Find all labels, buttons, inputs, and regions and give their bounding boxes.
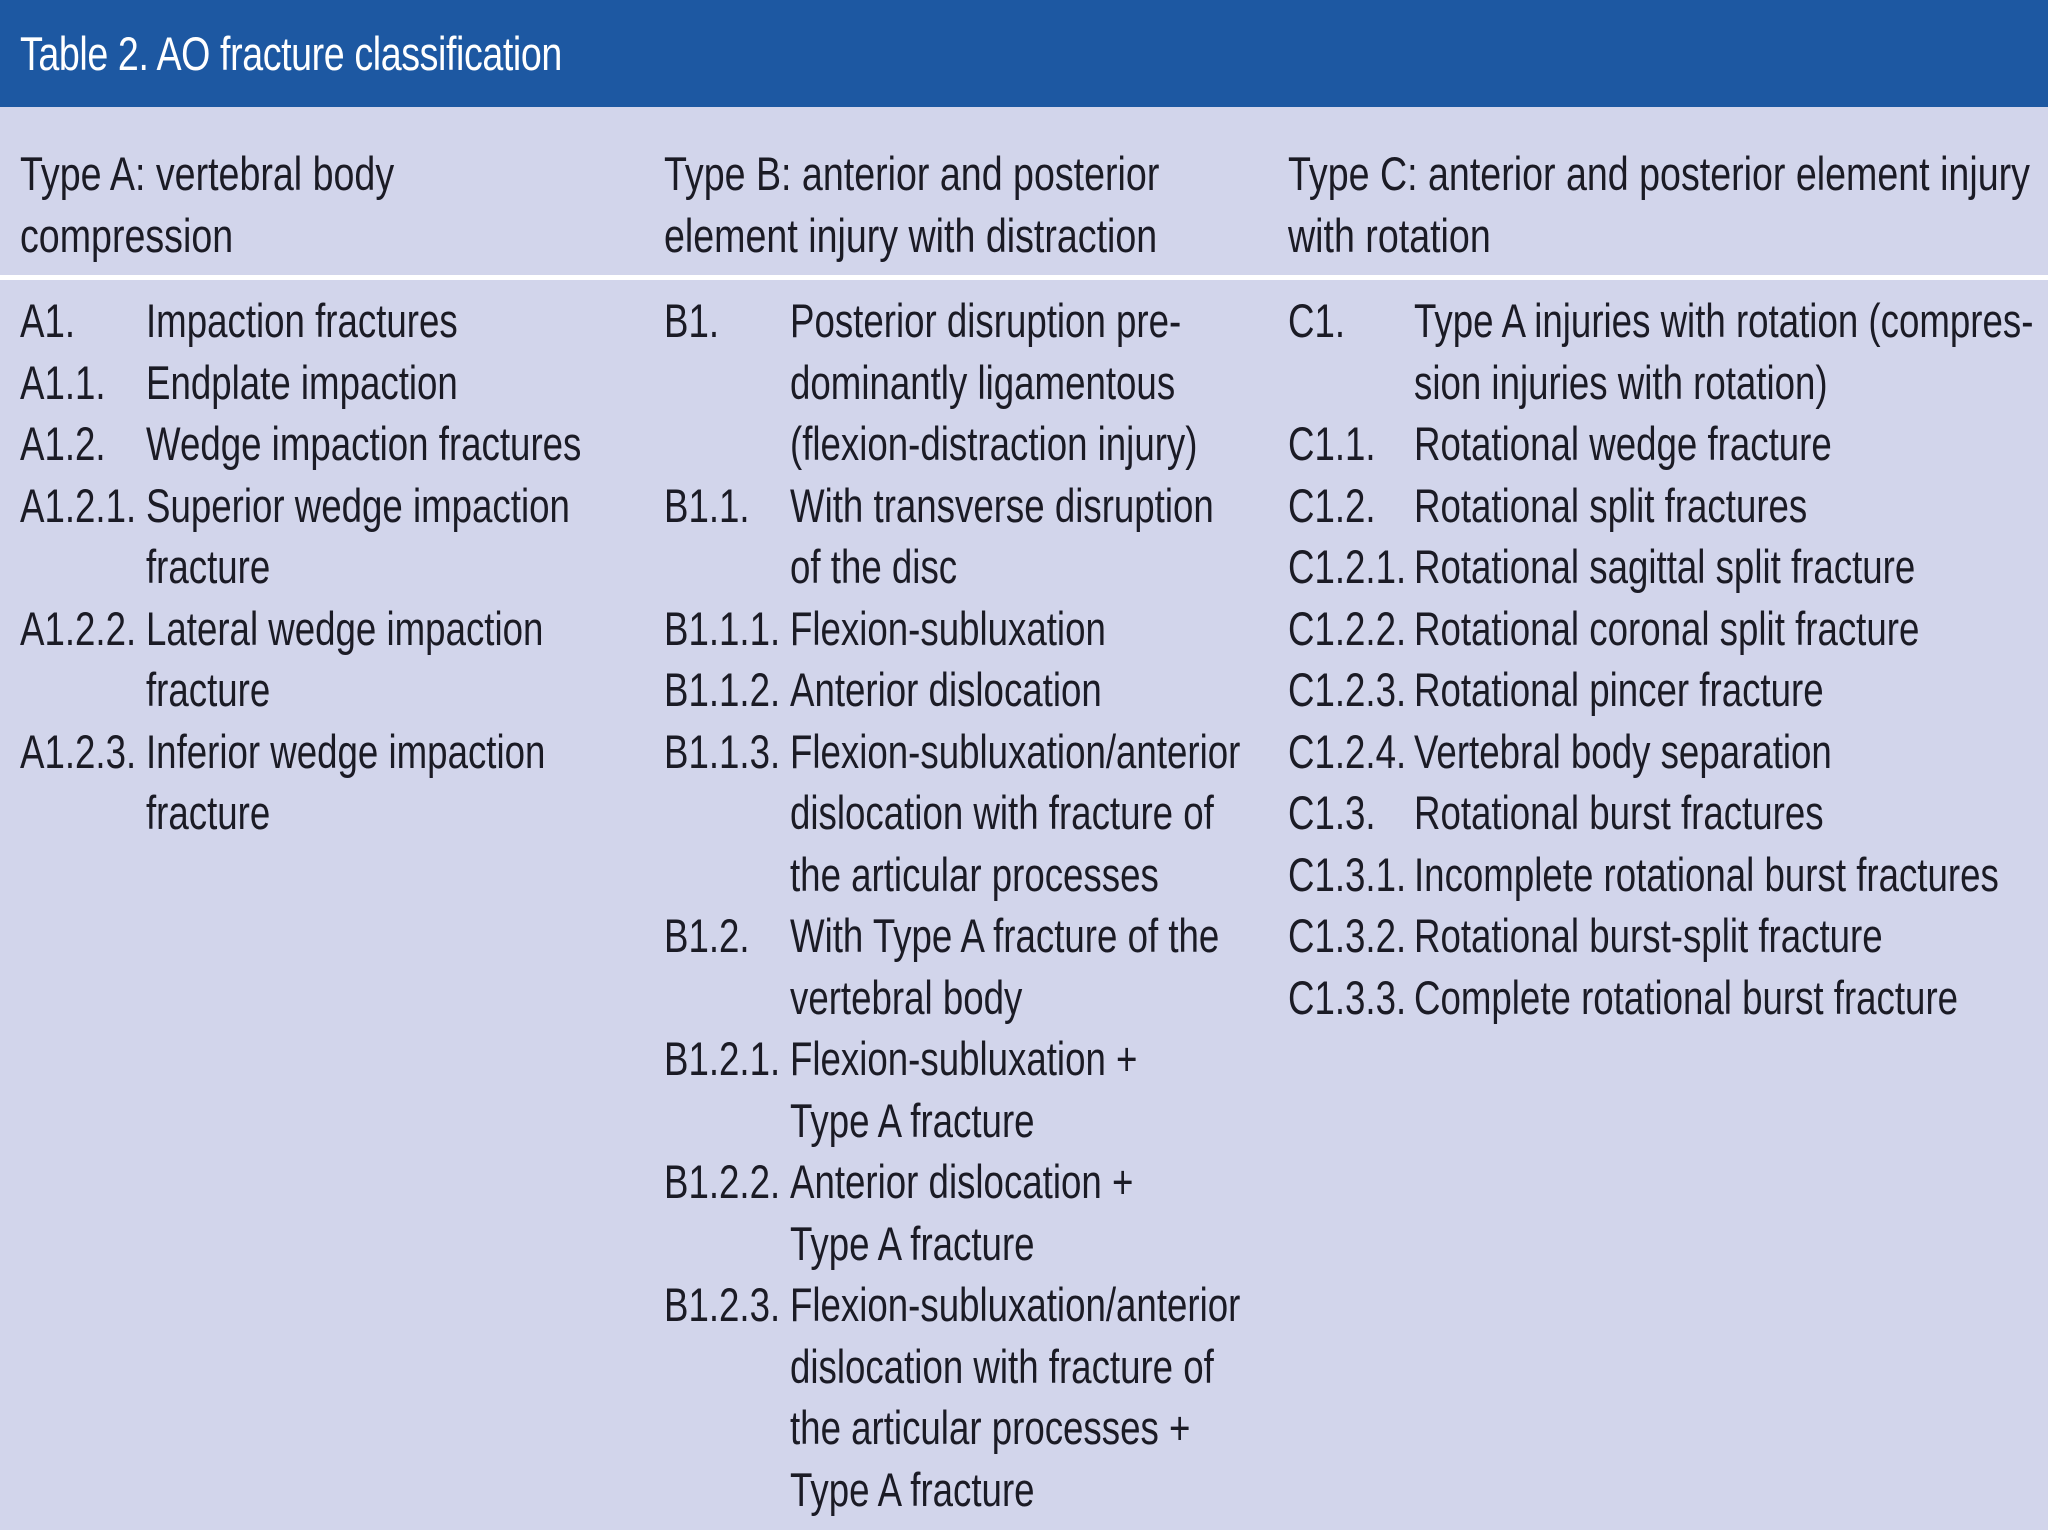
classification-code: A1. <box>20 294 76 347</box>
classification-entry <box>1288 290 2048 413</box>
classification-description <box>1414 475 2033 537</box>
header-line: element injury with distraction <box>664 209 1158 262</box>
column-header-type-a <box>20 143 394 267</box>
classification-description <box>1414 598 2033 660</box>
description-line: Type A fracture <box>790 1462 1035 1516</box>
description-line: Rotational burst fractures <box>1414 786 1824 839</box>
classification-entry <box>664 905 1367 1028</box>
classification-description <box>1414 290 2033 413</box>
description-line: fracture <box>146 786 271 839</box>
description-line: (flexion-distraction injury) <box>790 417 1198 470</box>
classification-entry <box>1288 475 2048 537</box>
description-line: With transverse disruption <box>790 478 1214 532</box>
classification-code: C1.3. <box>1288 786 1376 839</box>
classification-entry <box>1288 598 2048 660</box>
classification-entry <box>1288 721 2048 783</box>
description-line: Inferior wedge impaction <box>146 724 546 778</box>
classification-description <box>790 1028 1240 1151</box>
classification-code: A1.2.1. <box>20 478 137 532</box>
classification-entry <box>1288 844 2048 906</box>
classification-description <box>146 352 581 414</box>
description-line: Posterior disruption pre- <box>790 294 1182 347</box>
classification-code: A1.1. <box>20 355 106 409</box>
column-body-type-a <box>20 290 704 844</box>
description-line: of the disc <box>790 540 958 593</box>
classification-entry <box>20 290 704 352</box>
classification-code: C1.2.3. <box>1288 663 1407 716</box>
classification-code: B1. <box>664 294 720 347</box>
classification-description <box>1414 659 2033 721</box>
header-line: Type B: anterior and posterior <box>664 147 1160 200</box>
description-line: Type A fracture <box>790 1093 1035 1147</box>
description-line: Wedge impaction fractures <box>146 417 582 470</box>
classification-code: C1.3.1. <box>1288 847 1407 901</box>
classification-description <box>1414 536 2033 598</box>
classification-entry <box>664 1028 1367 1151</box>
classification-entry <box>664 290 1367 475</box>
classification-description <box>1414 782 2033 844</box>
classification-code: C1.1. <box>1288 417 1376 470</box>
header-line: Type A: vertebral body <box>20 147 395 200</box>
classification-entry <box>1288 967 2048 1029</box>
classification-description <box>146 413 581 475</box>
classification-description <box>790 1274 1240 1520</box>
classification-code: C1.3.3. <box>1288 970 1407 1024</box>
description-line: dominantly ligamentous <box>790 355 1176 409</box>
classification-code: A1.2.2. <box>20 601 137 655</box>
classification-entry <box>664 659 1367 721</box>
classification-code: B1.1.2. <box>664 663 781 716</box>
header-row <box>0 107 2048 275</box>
column-body-type-c <box>1288 290 2048 1028</box>
description-line: dislocation with fracture of <box>790 786 1214 839</box>
description-line: Flexion-subluxation/anterior <box>790 724 1241 778</box>
description-line: Rotational split fractures <box>1414 478 1808 532</box>
classification-code: B1.2.3. <box>664 1278 781 1331</box>
description-line: Type A fracture <box>790 1216 1035 1270</box>
classification-description <box>146 475 581 598</box>
classification-code: A1.2.3. <box>20 724 137 778</box>
classification-code: B1.1.3. <box>664 724 781 778</box>
description-line: dislocation with fracture of <box>790 1339 1214 1393</box>
header-divider <box>0 275 2048 280</box>
classification-description <box>1414 967 2033 1029</box>
classification-entry <box>20 721 704 844</box>
classification-description <box>1414 844 2033 906</box>
description-line: Flexion-subluxation/anterior <box>790 1278 1241 1331</box>
classification-entry <box>664 721 1367 906</box>
classification-code: C1. <box>1288 294 1346 347</box>
classification-code: C1.2.4. <box>1288 724 1407 778</box>
description-line: fracture <box>146 540 271 593</box>
classification-entry <box>664 1274 1367 1520</box>
classification-description <box>790 598 1240 660</box>
description-line: Anterior dislocation <box>790 663 1102 716</box>
header-line: Type C: anterior and posterior element injury <box>1288 147 2030 200</box>
column-header-type-b <box>664 143 1159 267</box>
classification-entry <box>664 1151 1367 1274</box>
description-line: Rotational sagittal split fracture <box>1414 540 1916 593</box>
classification-entry <box>1288 905 2048 967</box>
description-line: Endplate impaction <box>146 355 458 409</box>
classification-entry <box>20 413 704 475</box>
classification-description <box>790 659 1240 721</box>
description-line: Complete rotational burst fracture <box>1414 970 1959 1024</box>
classification-code: C1.2.1. <box>1288 540 1407 593</box>
description-line: the articular processes <box>790 847 1159 901</box>
description-line: Flexion-subluxation + <box>790 1032 1138 1085</box>
description-line: Flexion-subluxation <box>790 601 1106 655</box>
classification-entry <box>1288 413 2048 475</box>
classification-code: B1.1.1. <box>664 601 781 655</box>
description-line: Incomplete rotational burst fractures <box>1414 847 1999 901</box>
classification-entry <box>1288 659 2048 721</box>
description-line: Rotational pincer fracture <box>1414 663 1824 716</box>
classification-description <box>790 721 1240 906</box>
description-line: Rotational burst-split fracture <box>1414 909 1883 962</box>
classification-description <box>790 905 1240 1028</box>
header-line: compression <box>20 209 234 262</box>
classification-entry <box>20 352 704 414</box>
classification-code: C1.2.2. <box>1288 601 1407 655</box>
classification-entry <box>664 475 1367 598</box>
header-line: with rotation <box>1288 209 1491 262</box>
bottom-border <box>0 1530 2048 1536</box>
classification-code: A1.2. <box>20 417 106 470</box>
description-line: With Type A fracture of the <box>790 909 1220 962</box>
classification-entry <box>20 475 704 598</box>
column-body-type-b <box>664 290 1367 1520</box>
classification-code: B1.2.2. <box>664 1155 781 1208</box>
classification-code: B1.2.1. <box>664 1032 781 1085</box>
description-line: the articular processes + <box>790 1401 1191 1454</box>
classification-description <box>1414 413 2033 475</box>
classification-description <box>1414 905 2033 967</box>
column-header-type-c <box>1288 143 2030 267</box>
description-line: Anterior dislocation + <box>790 1155 1134 1208</box>
classification-code: C1.3.2. <box>1288 909 1407 962</box>
classification-entry <box>1288 536 2048 598</box>
classification-description <box>146 721 581 844</box>
classification-description <box>790 290 1240 475</box>
classification-description <box>1414 721 2033 783</box>
classification-code: B1.1. <box>664 478 750 532</box>
description-line: fracture <box>146 663 271 716</box>
description-line: Rotational coronal split fracture <box>1414 601 1920 655</box>
description-line: vertebral body <box>790 970 1023 1024</box>
classification-entry <box>664 598 1367 660</box>
classification-entry <box>20 598 704 721</box>
description-line: Type A injuries with rotation (compres- <box>1414 294 2034 347</box>
classification-entry <box>1288 782 2048 844</box>
title-bar <box>0 0 2048 107</box>
description-line: Lateral wedge impaction <box>146 601 544 655</box>
description-line: Impaction fractures <box>146 294 458 347</box>
classification-code: B1.2. <box>664 909 750 962</box>
description-line: Vertebral body separation <box>1414 724 1832 778</box>
classification-description <box>790 475 1240 598</box>
classification-code: C1.2. <box>1288 478 1376 532</box>
description-line: Rotational wedge fracture <box>1414 417 1832 470</box>
classification-description <box>146 598 581 721</box>
description-line: Superior wedge impaction <box>146 478 570 532</box>
classification-description <box>146 290 581 352</box>
description-line: sion injuries with rotation) <box>1414 355 1828 409</box>
table-title: Table 2. AO fracture classification <box>20 27 562 80</box>
classification-description <box>790 1151 1240 1274</box>
